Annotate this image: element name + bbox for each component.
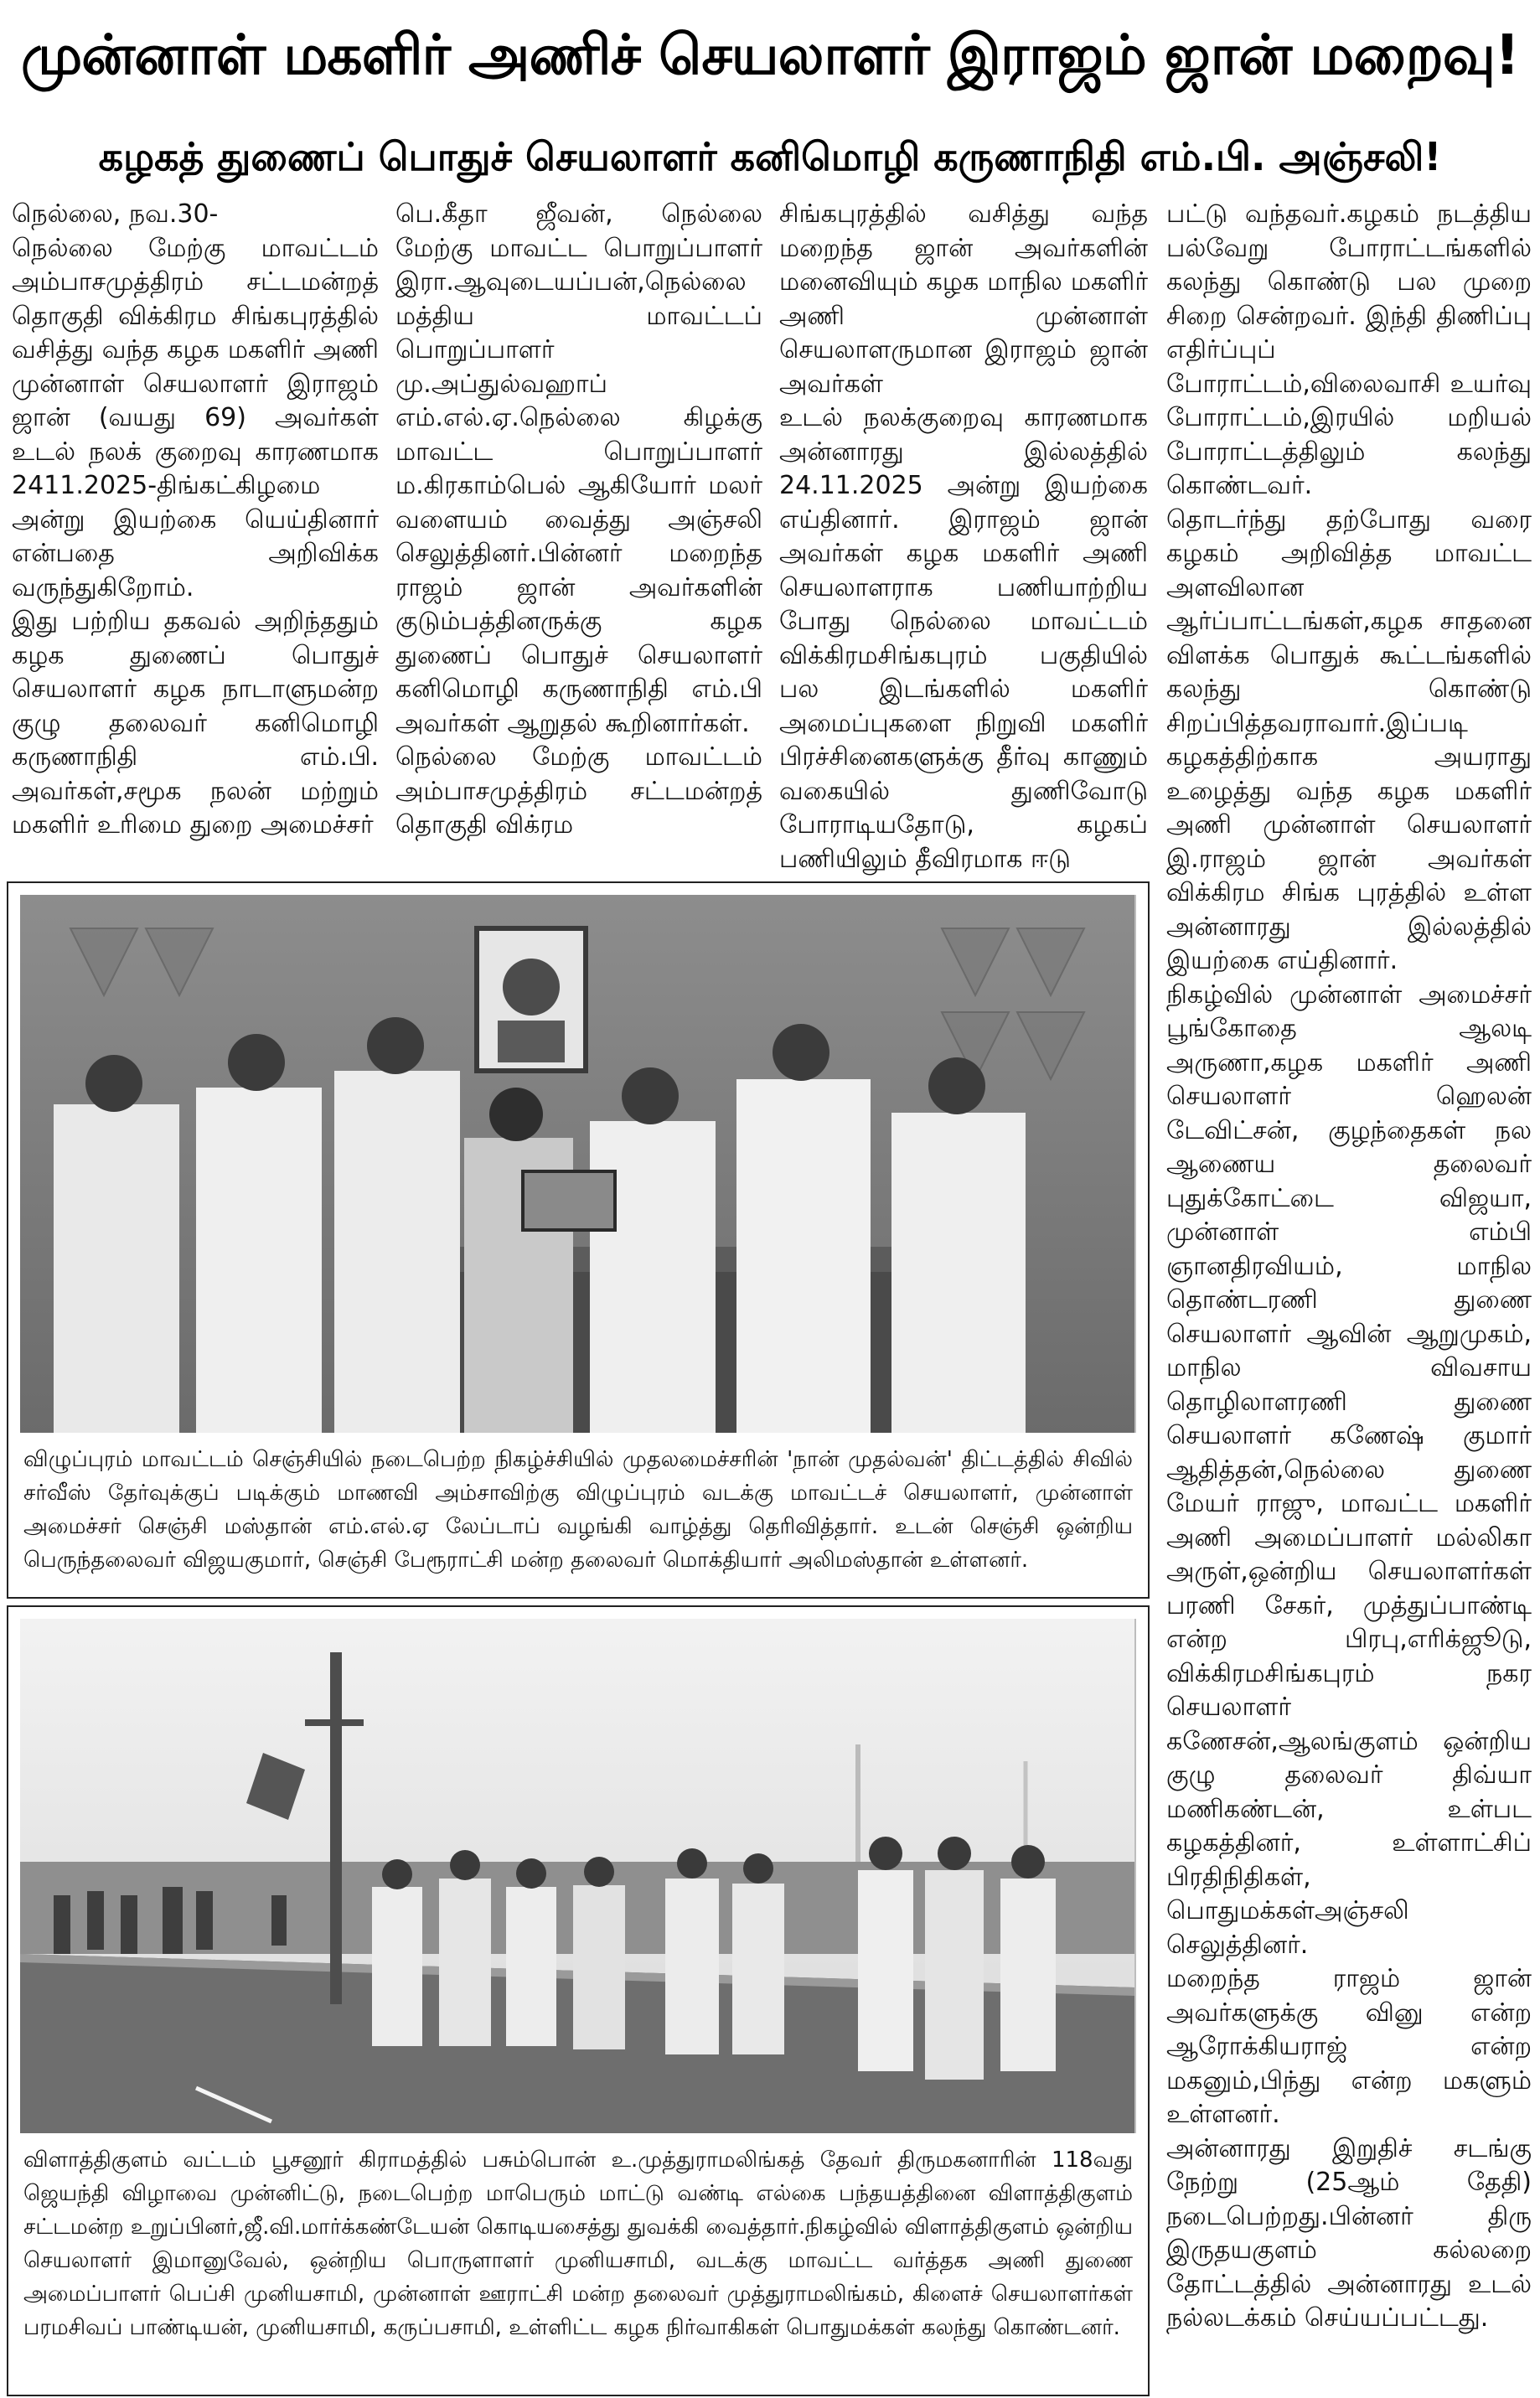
subheadline: கழகத் துணைப் பொதுச் செயலாளர் கனிமொழி கருணாநிதி எம்.பி. அஞ்சலி!: [98, 133, 1442, 179]
photo-2-graphic: [20, 1619, 1134, 2133]
headline: முன்னாள் மகளிர் அணிச் செயலாளர் இராஜம் ஜான் மறைவு!: [20, 23, 1520, 87]
photo-1-graphic: [20, 895, 1134, 1433]
photo-1-caption: விழுப்புரம் மாவட்டம் செஞ்சியில் நடைபெற்ற நிகழ்ச்சியில் முதலமைச்சரின் 'நான் முதல்வன்' திட்டத்தில் சிவில் சர்வீஸ் தேர்வுக்குப் படிக்கும் மாணவி அம்சாவிற்கு விழுப்புரம் வடக்கு மாவட்டச் செயலாளர், முன்னாள் அமைச்சர் செஞ்சி மஸ்தான் எம்.எல்.ஏ லேப்டாப் வழங்கி வாழ்த்து தெரிவித்தார். உடன் செஞ்சி ஒன்றிய பெருந்தலைவர் விஜயகுமார், செஞ்சி பேரூராட்சி மன்ற தலைவர் மொக்தியார் அலிமஸ்தான் உள்ளனர்.: [23, 1447, 1133, 1573]
photo-2: [20, 1619, 1136, 2133]
photo-1-box: [7, 881, 1150, 1599]
article-column-1: நெல்லை, நவ.30- நெல்லை மேற்கு மாவட்டம் அம்பாசமுத்திரம் சட்டமன்றத் தொகுதி விக்கிரம சிங்கபுரத்தில் வசித்து வந்த கழக மகளிர் அணி முன்னாள் செயலாளர் இராஜம் ஜான் (வயது 69) அவர்கள் உடல் நலக் குறைவு காரணமாக 2411.2025-திங்கட்கிழமை அன்று இயற்கை யெய்தினார் என்பதை அறிவிக்க வருந்துகிறோம். இது பற்றிய தகவல் அறிந்ததும் கழக துணைப் பொதுச் செயலாளர் கழக நாடாளுமன்ற குழு தலைவர் கனிமொழி கருணாநிதி எம்.பி. அவர்கள்,சமூக நலன் மற்றும் மகளிர் உரிமை துறை அமைச்சர்: [12, 199, 379, 840]
photo-2-box: [7, 1605, 1150, 2396]
photo-1: [20, 895, 1136, 1433]
article-column-3: சிங்கபுரத்தில் வசித்து வந்த மறைந்த ஜான் அவர்களின் மனைவியும் கழக மாநில மகளிர் அணி முன்னாள் செயலாளருமான இராஜம் ஜான் அவர்கள் உடல் நலக்குறைவு காரணமாக அன்னாரது இல்லத்தில் 24.11.2025 அன்று இயற்கை எய்தினார். இராஜம் ஜான் அவர்கள் கழக மகளிர் அணி செயலாளராக பணியாற்றிய போது நெல்லை மாவட்டம் விக்கிரமசிங்கபுரம் பகுதியில் பல இடங்களில் மகளிர் அமைப்புகளை நிறுவி மகளிர் பிரச்சினைகளுக்கு தீர்வு காணும் வகையில் துணிவோடு போராடியதோடு, கழகப் பணியிலும் தீவிரமாக ஈடு: [779, 199, 1148, 874]
article-column-2: பெ.கீதா ஜீவன், நெல்லை மேற்கு மாவட்ட பொறுப்பாளர் இரா.ஆவுடையப்பன்,நெல்லை மத்திய மாவட்டப் பொறுப்பாளர் மு.அப்துல்வஹாப் எம்.எல்.ஏ.நெல்லை கிழக்கு மாவட்ட பொறுப்பாளர் ம.கிரகாம்பெல் ஆகியோர் மலர் வளையம் வைத்து அஞ்சலி செலுத்தினர்.பின்னர் மறைந்த ராஜம் ஜான் அவர்களின் குடும்பத்தினருக்கு கழக துணைப் பொதுச் செயலாளர் கனிமொழி கருணாநிதி எம்.பி அவர்கள் ஆறுதல் கூறினார்கள். நெல்லை மேற்கு மாவட்டம் அம்பாசமுத்திரம் சட்டமன்றத் தொகுதி விக்ரம: [395, 199, 762, 840]
photo-2-caption: விளாத்திகுளம் வட்டம் பூசனூர் கிராமத்தில் பசும்பொன் உ.முத்துராமலிங்கத் தேவர் திருமகனாரின் 118வது ஜெயந்தி விழாவை முன்னிட்டு, நடைபெற்ற மாபெரும் மாட்டு வண்டி எல்கை பந்தயத்தினை விளாத்திகுளம் சட்டமன்ற உறுப்பினர்,ஜீ.வி.மார்க்கண்டேயன் கொடியசைத்து துவக்கி வைத்தார்.நிகழ்வில் விளாத்திகுளம் ஒன்றிய செயலாளர் இமானுவேல், ஒன்றிய பொருளாளர் முனியசாமி, வடக்கு மாவட்ட வர்த்தக அணி துணை அமைப்பாளர் பெப்சி முனியசாமி, முன்னாள் ஊராட்சி மன்ற தலைவர் முத்துராமலிங்கம், கிளைச் செயலாளர்கள் பரமசிவப் பாண்டியன், முனியசாமி, கருப்பசாமி, உள்ளிட்ட கழக நிர்வாகிகள் பொதுமக்கள் கலந்து கொண்டனர்.: [23, 2147, 1133, 2340]
article-column-4: பட்டு வந்தவர்.கழகம் நடத்திய பல்வேறு போராட்டங்களில் கலந்து கொண்டு பல முறை சிறை சென்றவர். இந்தி திணிப்பு எதிர்ப்புப் போராட்டம்,விலைவாசி உயர்வு போராட்டம்,இரயில் மறியல் போராட்டத்திலும் கலந்து கொண்டவர். தொடர்ந்து தற்போது வரை கழகம் அறிவித்த மாவட்ட அளவிலான ஆர்ப்பாட்டங்கள்,கழக சாதனை விளக்க பொதுக் கூட்டங்களில் கலந்து கொண்டு சிறப்பித்தவராவார்.இப்படி கழகத்திற்காக அயராது உழைத்து வந்த கழக மகளிர் அணி முன்னாள் செயலாளர் இ.ராஜம் ஜான் அவர்கள் விக்கிரம சிங்க புரத்தில் உள்ள அன்னாரது இல்லத்தில் இயற்கை எய்தினார். நிகழ்வில் முன்னாள் அமைச்சர் பூங்கோதை ஆலடி அருணா,கழக மகளிர் அணி செயலாளர் ஹெலன் டேவிட்சன், குழந்தைகள் நல ஆணைய தலைவர் புதுக்கோட்டை விஜயா, முன்னாள் எம்பி ஞானதிரவியம், மாநில தொண்டரணி துணை செயலாளர் ஆவின் ஆறுமுகம், மாநில விவசாய தொழிலாளரணி துணை செயலாளர் கணேஷ் குமார் ஆதித்தன்,நெல்லை துணை மேயர் ராஜு, மாவட்ட மகளிர் அணி அமைப்பாளர் மல்லிகா அருள்,ஒன்றிய செயலாளர்கள் பரணி சேகர், முத்துப்பாண்டி என்ற பிரபு,எரிக்ஜூடு, விக்கிரமசிங்கபுரம் நகர செயலாளர் கணேசன்,ஆலங்குளம் ஒன்றிய குழு தலைவர் திவ்யா மணிகண்டன், உள்பட கழகத்தினர், உள்ளாட்சிப் பிரதிநிதிகள், பொதுமக்கள்அஞ்சலி செலுத்தினர். மறைந்த ராஜம் ஜான் அவர்களுக்கு வினு என்ற ஆரோக்கியராஜ் என்ற மகனும்,பிந்து என்ற மகளும் உள்ளனர். அன்னாரது இறுதிச் சடங்கு நேற்று (25ஆம் தேதி) நடைபெற்றது.பின்னர் திரு இருதயகுளம் கல்லறை தோட்டத்தில் அன்னாரது உடல் நல்லடக்கம் செய்யப்பட்டது.: [1166, 199, 1532, 2333]
